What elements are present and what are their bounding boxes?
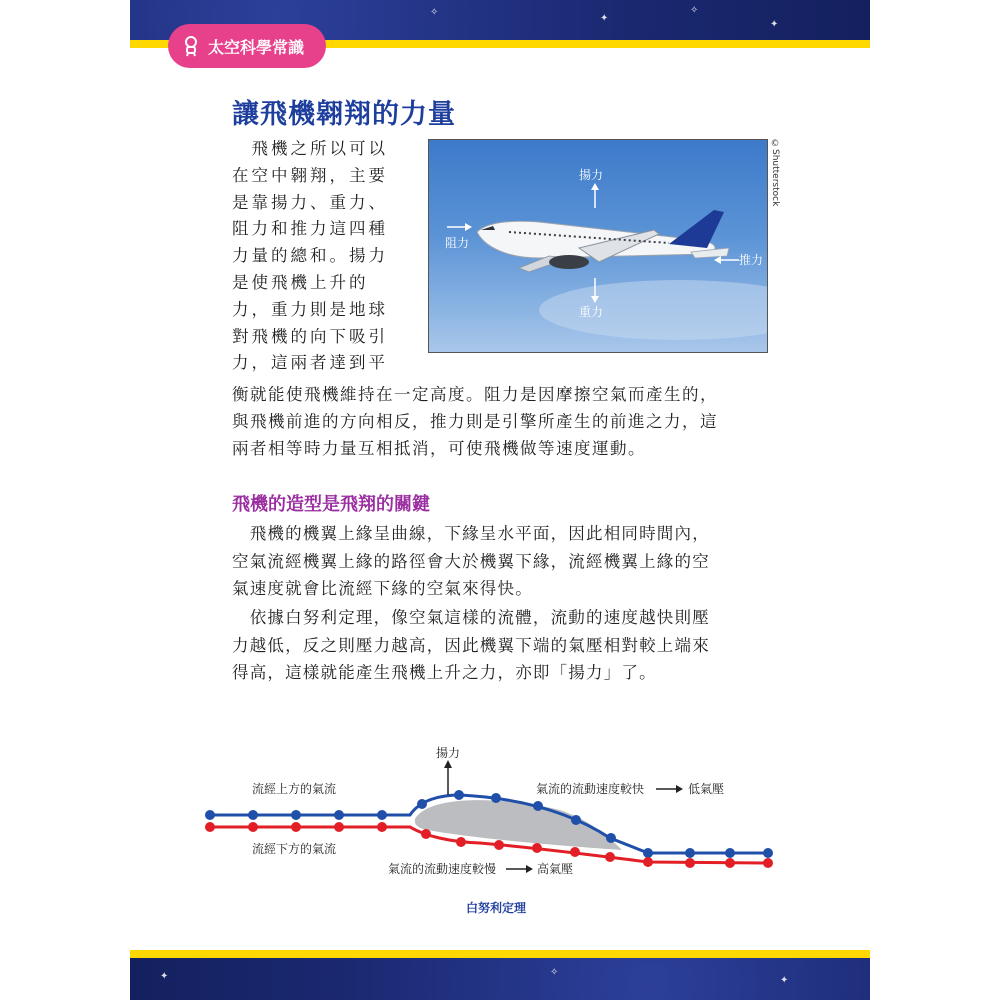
- star-decoration: ✧: [430, 7, 439, 18]
- star-decoration: ✦: [780, 975, 789, 986]
- fast-arrowhead: [676, 785, 683, 793]
- high-pressure-label: 高氣壓: [537, 862, 574, 876]
- intro-line: 在空中翱翔，主要: [232, 165, 388, 185]
- wing-shape: [415, 800, 622, 850]
- slow-arrowhead: [526, 865, 533, 873]
- gravity-label: 重力: [579, 305, 604, 319]
- intro-line: 力，這兩者達到平: [232, 353, 388, 373]
- lift-arrowhead: [444, 760, 452, 768]
- intro-line: 是靠揚力、重力、: [232, 192, 388, 212]
- star-decoration: ✧: [690, 5, 699, 16]
- diagram-lift-label: 揚力: [436, 746, 461, 760]
- text-line: 力越低，反之則壓力越高，因此機翼下端的氣壓相對較上端來: [232, 635, 710, 655]
- text-line: 衡就能使飛機維持在一定高度。阻力是因摩擦空氣而產生的，: [232, 385, 718, 404]
- intro-line: 對飛機的向下吸引: [232, 326, 388, 346]
- lower-flow-label: 流經下方的氣流: [252, 842, 337, 856]
- upper-flow-label: 流經上方的氣流: [252, 782, 337, 796]
- drag-label: 阻力: [445, 236, 470, 250]
- star-decoration: ✦: [160, 971, 169, 982]
- intro-line: 是使飛機上升的: [232, 272, 369, 292]
- section-subtitle: 飛機的造型是飛翔的關鍵: [232, 494, 430, 515]
- star-decoration: ✧: [550, 967, 559, 978]
- intro-line: 阻力和推力這四種: [232, 219, 388, 239]
- badge-label: 太空科學常識: [208, 37, 305, 57]
- text-line: 兩者相等時力量互相抵消，可使飛機做等速度運動。: [232, 439, 646, 458]
- text-line: 依據白努利定理，像空氣這樣的流體，流動的速度越快則壓: [232, 608, 710, 627]
- intro-line: 飛機之所以可以: [232, 139, 388, 158]
- text-line: 空氣流經機翼上緣的路徑會大於機翼下緣，流經機翼上緣的空: [232, 551, 710, 571]
- fast-flow-label: 氣流的流動速度較快: [536, 782, 645, 796]
- star-decoration: ✦: [600, 13, 609, 24]
- text-line: 與飛機前進的方向相反，推力則是引擎所產生的前進之力，這: [232, 412, 718, 431]
- intro-line: 力量的總和。揚力: [232, 246, 388, 266]
- low-pressure-label: 低氣壓: [688, 782, 725, 796]
- lift-label: 揚力: [579, 168, 604, 182]
- slow-flow-label: 氣流的流動速度較慢: [388, 862, 497, 876]
- star-decoration: ✦: [770, 19, 779, 30]
- article-title: 讓飛機翱翔的力量: [232, 99, 456, 130]
- intro-line: 力，重力則是地球: [232, 299, 388, 319]
- text-line: 得高，這樣就能產生飛機上升之力，亦即「揚力」了。: [232, 663, 657, 682]
- diagram-caption: 白努利定理: [466, 901, 527, 915]
- text-line: 飛機的機翼上緣呈曲線，下緣呈水平面，因此相同時間內，: [232, 524, 710, 543]
- text-line: 氣速度就會比流經下緣的空氣來得快。: [232, 579, 533, 598]
- thrust-label: 推力: [739, 253, 764, 267]
- photo-credit: ©Shutterstock: [770, 139, 780, 207]
